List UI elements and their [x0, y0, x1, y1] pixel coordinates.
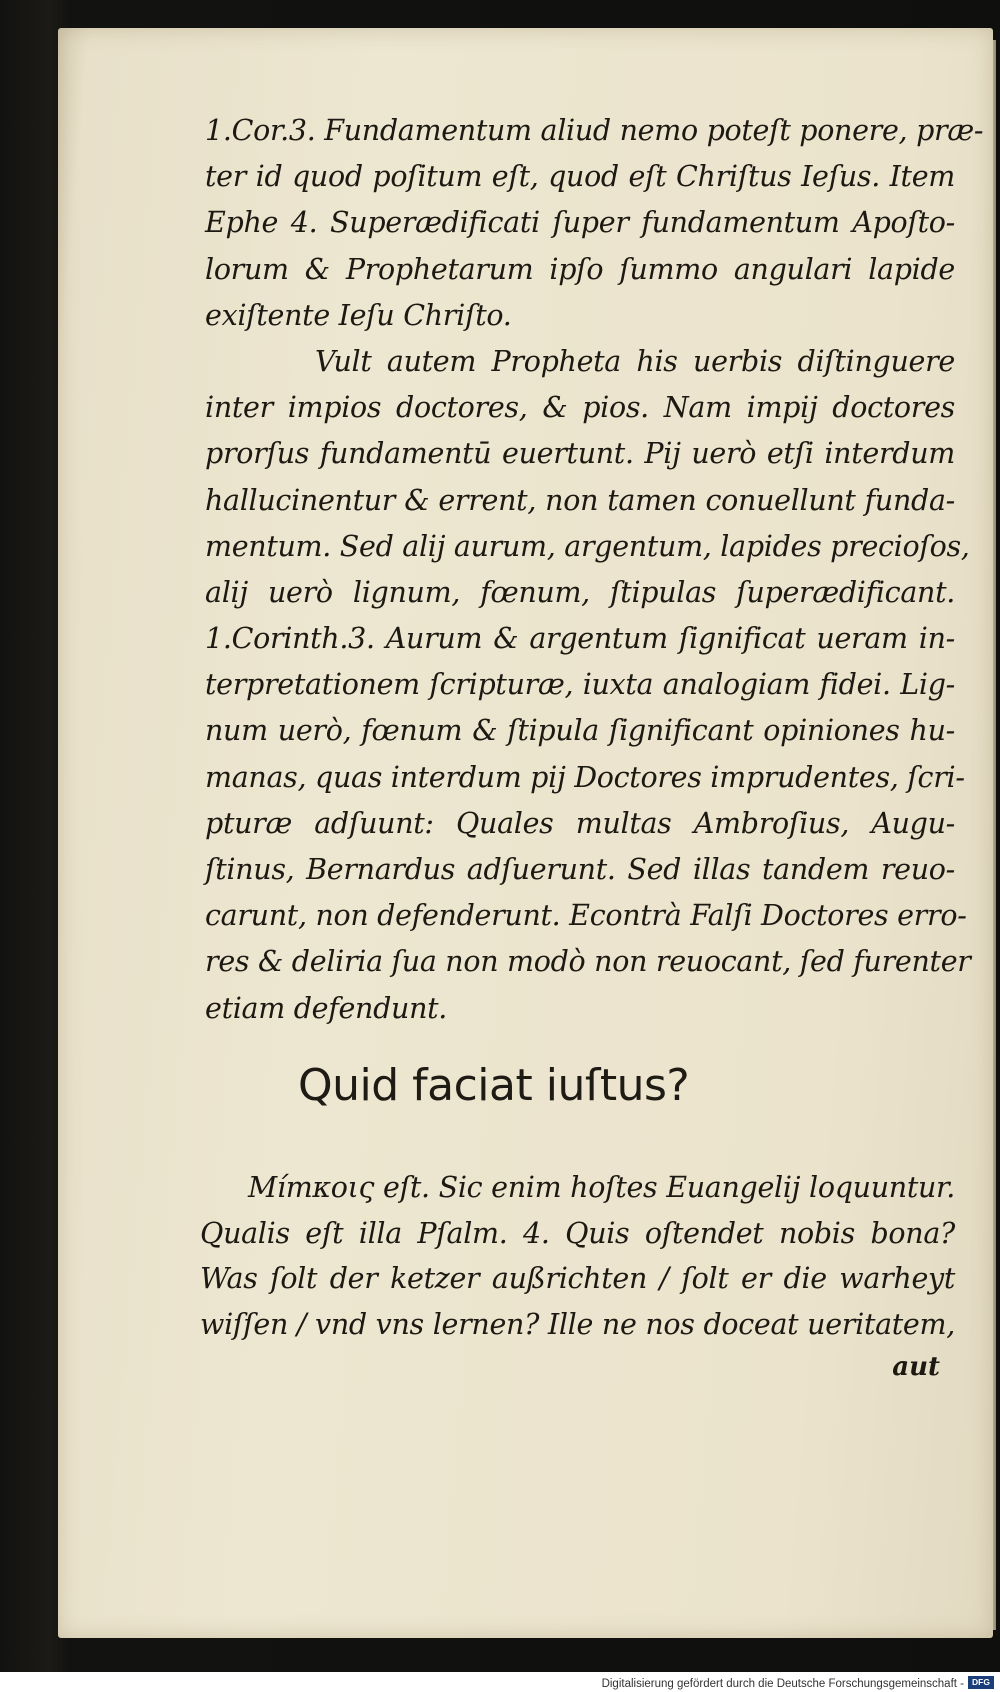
text-line: 1.Cor.3. Fundamentum aliud nemo poteſt ponere, præ- — [205, 114, 984, 147]
text-line: terpretationem ſcripturæ, iuxta analogiam fidei. Lig- — [205, 668, 955, 702]
text-line: exiſtente Ieſu Chriſto. — [205, 298, 512, 332]
text-line: Mímκοις eſt. Sic enim hoſtes Euangelij loquuntur. — [248, 1171, 955, 1204]
text-line: manas, quas interdum pij Doctores imprudentes, ſcri- — [205, 760, 965, 794]
text-line: hallucinentur & errent, non tamen conuellunt funda- — [205, 483, 955, 517]
text-line: Qualis eſt illa Pſalm. 4. Quis oſtendet nobis bona? — [200, 1216, 955, 1250]
main-paragraphs — [205, 108, 984, 1032]
text-line: 1.Corinth.3. Aurum & argentum ſignificat ueram in- — [205, 622, 955, 656]
footer-bar — [0, 1672, 1000, 1692]
text-line: pturæ adſuunt: Quales multas Ambroſius, Augu- — [205, 806, 955, 840]
funding-notice: Digitalisierung gefördert durch die Deutsche Forschungsgemeinschaft - — [601, 1678, 964, 1690]
text-line: carunt, non defenderunt. Econtrà Falſi Doctores erro- — [205, 899, 967, 933]
text-line: res & deliria ſua non modò non reuocant, ſed furenter — [205, 945, 971, 979]
text-line: lorum & Prophetarum ipſo ſummo angulari lapide — [205, 252, 955, 286]
text-line: ter id quod poſitum eſt, quod eſt Chriſtus Ieſus. Item — [205, 160, 955, 194]
text-line: prorſus fundamentū euertunt. Pij uerò etſi interdum — [205, 437, 955, 471]
text-line: Ephe 4. Superædificati ſuper fundamentum Apoſto- — [205, 206, 955, 240]
text-line: etiam defendunt. — [205, 991, 448, 1025]
text-line: Was ſolt der ketzer außrichten / ſolt er die warheyt — [200, 1262, 955, 1295]
text-line: inter impios doctores, & pios. Nam impij doctores — [205, 391, 955, 425]
text-line: num uerò, fœnum & ſtipula ſignificant opiniones hu- — [205, 714, 955, 748]
text-line: wiſſen / vnd vns lernen? Ille ne nos doceat ueritatem, — [200, 1307, 955, 1341]
section-heading: Quid faciat iuſtus? — [298, 1060, 690, 1111]
catchword: aut — [892, 1352, 940, 1382]
text-line: mentum. Sed alij aurum, argentum, lapides precioſos, — [205, 529, 970, 563]
text-line: alij uerò lignum, fœnum, ſtipulas ſuperædificant. — [205, 575, 955, 609]
text-line: ſtinus, Bernardus adſuerunt. Sed illas tandem reuo- — [205, 853, 955, 886]
text-line: Vult autem Propheta his uerbis diſtinguere — [315, 344, 955, 378]
second-paragraph — [200, 1165, 955, 1347]
dfg-logo-icon: DFG — [968, 1676, 994, 1689]
